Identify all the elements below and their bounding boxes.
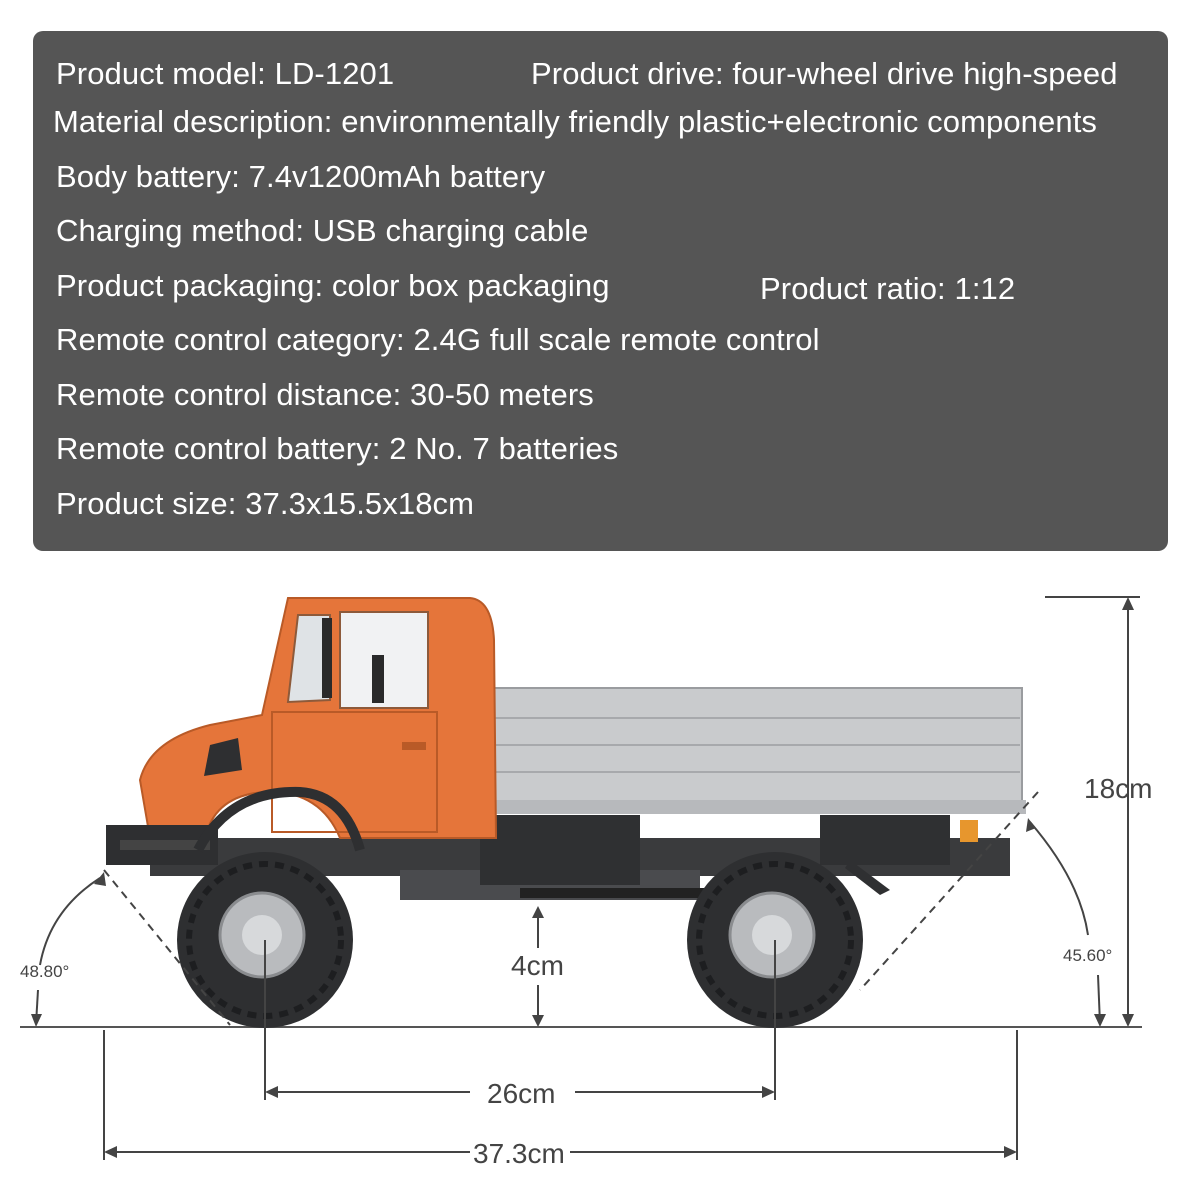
truck-illustration [106, 598, 1026, 1028]
bed-floor [488, 800, 1026, 814]
door-handle [402, 742, 426, 750]
spec-rc-category: Remote control category: 2.4G full scale remote control [56, 322, 820, 357]
ground-clearance-label: 4cm [511, 950, 564, 981]
spec-rc-distance: Remote control distance: 30-50 meters [56, 377, 594, 412]
spec-panel [33, 31, 1168, 551]
rear-frame [820, 815, 950, 865]
spec-model: Product model: LD-1201 [56, 56, 395, 91]
spec-size: Product size: 37.3x15.5x18cm [56, 486, 475, 521]
departure-angle-label: 45.60° [1063, 946, 1113, 965]
wheelbase-label: 26cm [487, 1078, 556, 1109]
cargo-bed [492, 688, 1022, 808]
spec-ratio: Product ratio: 1:12 [760, 271, 1016, 306]
approach-angle-label: 48.80° [20, 962, 70, 981]
tail-light [960, 820, 978, 842]
spec-packaging: Product packaging: color box packaging [56, 268, 610, 303]
mirror-arm [322, 618, 332, 698]
spec-rc-battery: Remote control battery: 2 No. 7 batteries [56, 431, 619, 466]
spec-body-battery: Body battery: 7.4v1200mAh battery [56, 159, 546, 194]
spec-charging: Charging method: USB charging cable [56, 213, 589, 248]
length-label: 37.3cm [473, 1138, 565, 1169]
spec-drive: Product drive: four-wheel drive high-speed [531, 56, 1118, 91]
drive-shaft [520, 888, 730, 898]
spec-material: Material description: environmentally friendly plastic+electronic components [53, 104, 1098, 139]
height-label: 18cm [1084, 773, 1153, 804]
battery-box [480, 815, 640, 885]
truck-dimension-diagram [0, 560, 1200, 1200]
